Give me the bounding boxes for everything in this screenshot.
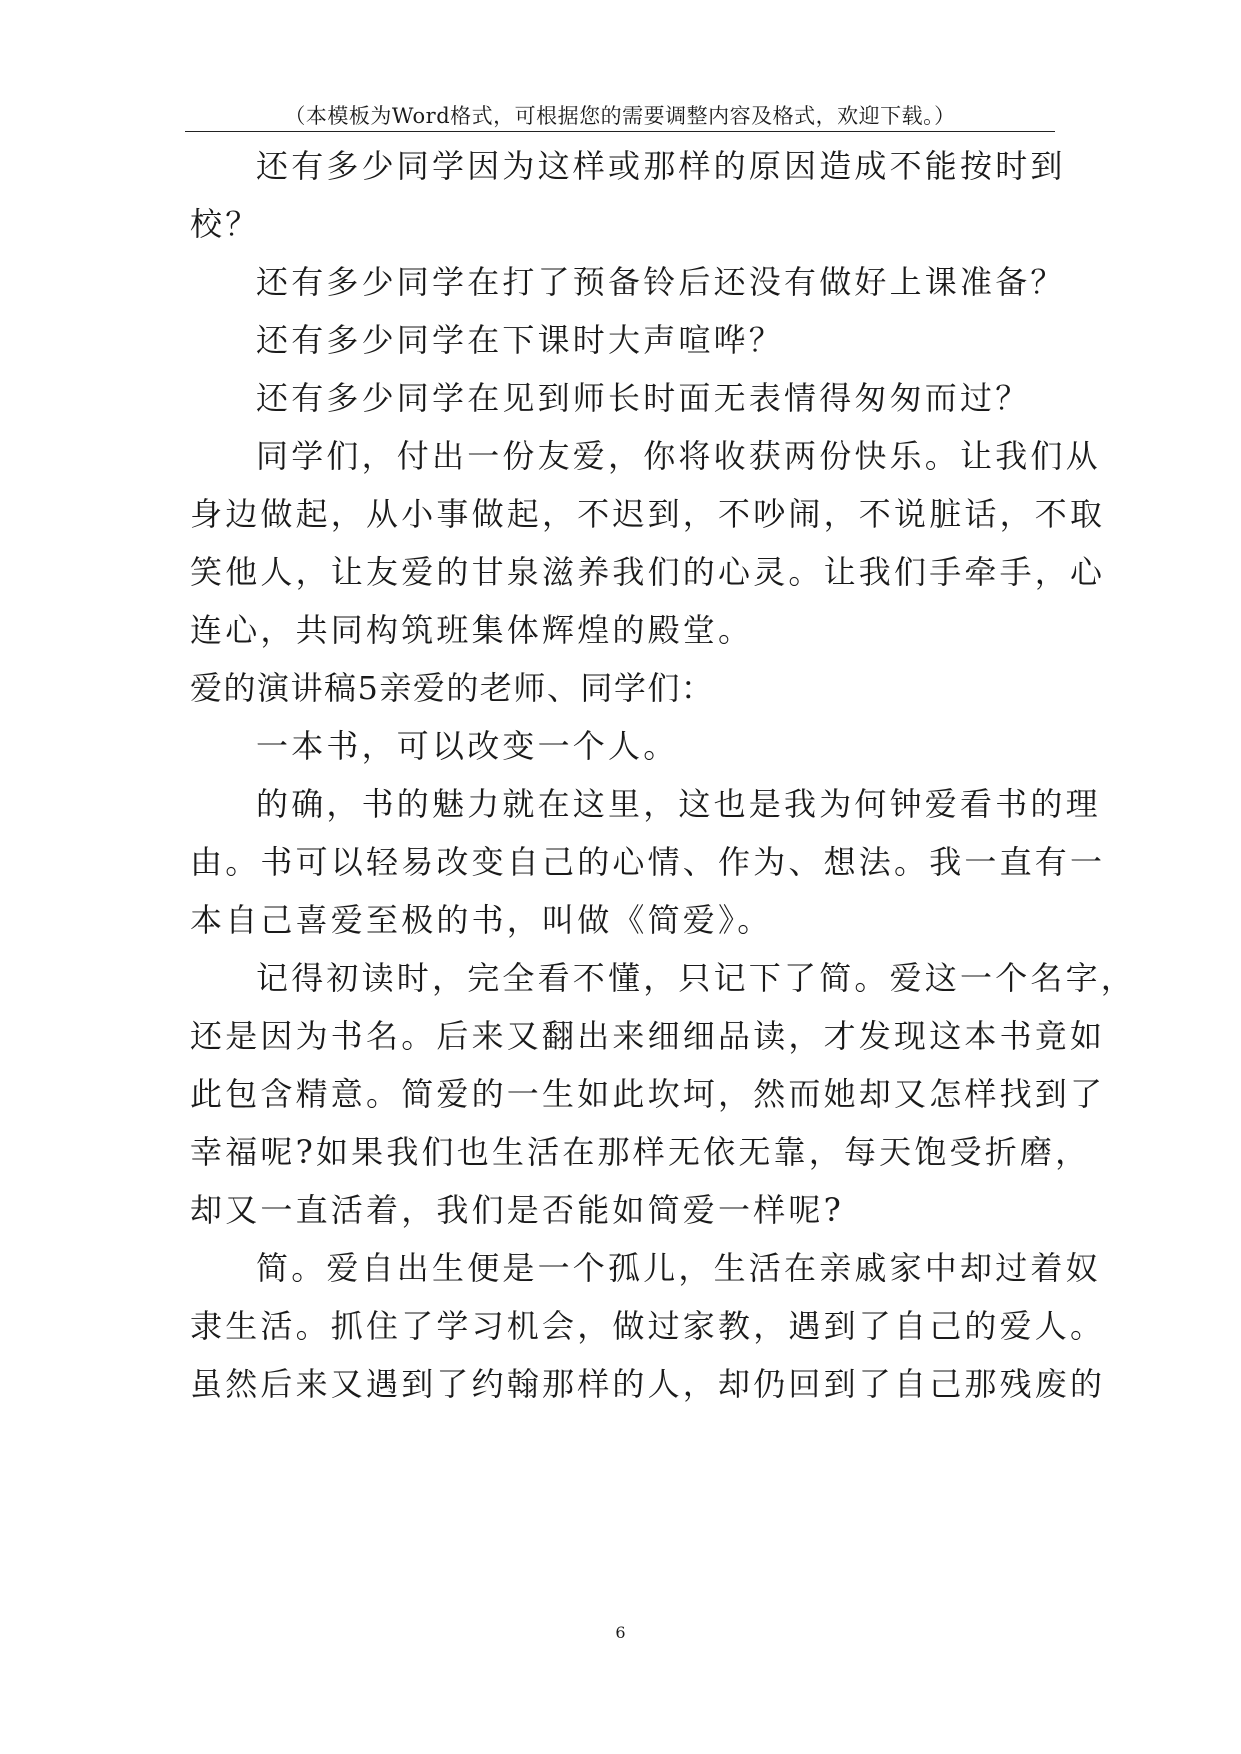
body-line: 此包含精意。简爱的一生如此坎坷，然而她却又怎样找到了 xyxy=(190,1075,1106,1113)
body-line: 简。爱自出生便是一个孤儿，生活在亲戚家中却过着奴 xyxy=(256,1249,1101,1287)
body-line: 连心，共同构筑班集体辉煌的殿堂。 xyxy=(190,611,754,649)
body-line: 身边做起，从小事做起，不迟到，不吵闹，不说脏话，不取 xyxy=(190,495,1106,533)
header-rule xyxy=(185,131,1055,132)
body-line: 同学们，付出一份友爱，你将收获两份快乐。让我们从 xyxy=(256,437,1101,475)
document-header-note: （本模板为Word格式，可根据您的需要调整内容及格式，欢迎下载。） xyxy=(284,104,956,128)
body-line: 笑他人，让友爱的甘泉滋养我们的心灵。让我们手牵手，心 xyxy=(190,553,1106,591)
body-line: 还是因为书名。后来又翻出来细细品读，才发现这本书竟如 xyxy=(190,1017,1106,1055)
body-line: 还有多少同学在下课时大声喧哗？ xyxy=(256,321,785,359)
speech-heading: 爱的演讲稿5亲爱的老师、同学们： xyxy=(190,669,715,707)
body-line: 本自己喜爱至极的书，叫做《简爱》。 xyxy=(190,901,773,939)
body-line: 还有多少同学因为这样或那样的原因造成不能按时到 xyxy=(256,147,1066,185)
body-line: 却又一直活着，我们是否能如简爱一样呢? xyxy=(190,1191,844,1229)
body-line: 幸福呢?如果我们也生活在那样无依无靠，每天饱受折磨， xyxy=(190,1133,1091,1171)
body-line: 虽然后来又遇到了约翰那样的人，却仍回到了自己那残废的 xyxy=(190,1365,1106,1403)
page-number: 6 xyxy=(615,1623,626,1642)
body-line: 隶生活。抓住了学习机会，做过家教，遇到了自己的爱人。 xyxy=(190,1307,1106,1345)
body-line: 的确，书的魅力就在这里，这也是我为何钟爱看书的理 xyxy=(256,785,1101,823)
body-line: 由。书可以轻易改变自己的心情、作为、想法。我一直有一 xyxy=(190,843,1106,881)
body-line: 还有多少同学在打了预备铃后还没有做好上课准备？ xyxy=(256,263,1066,301)
body-line: 校？ xyxy=(190,205,261,243)
body-line: 记得初读时，完全看不懂，只记下了简。爱这一个名字， xyxy=(256,959,1137,997)
body-line: 一本书，可以改变一个人。 xyxy=(256,727,679,765)
body-line: 还有多少同学在见到师长时面无表情得匆匆而过？ xyxy=(256,379,1031,417)
